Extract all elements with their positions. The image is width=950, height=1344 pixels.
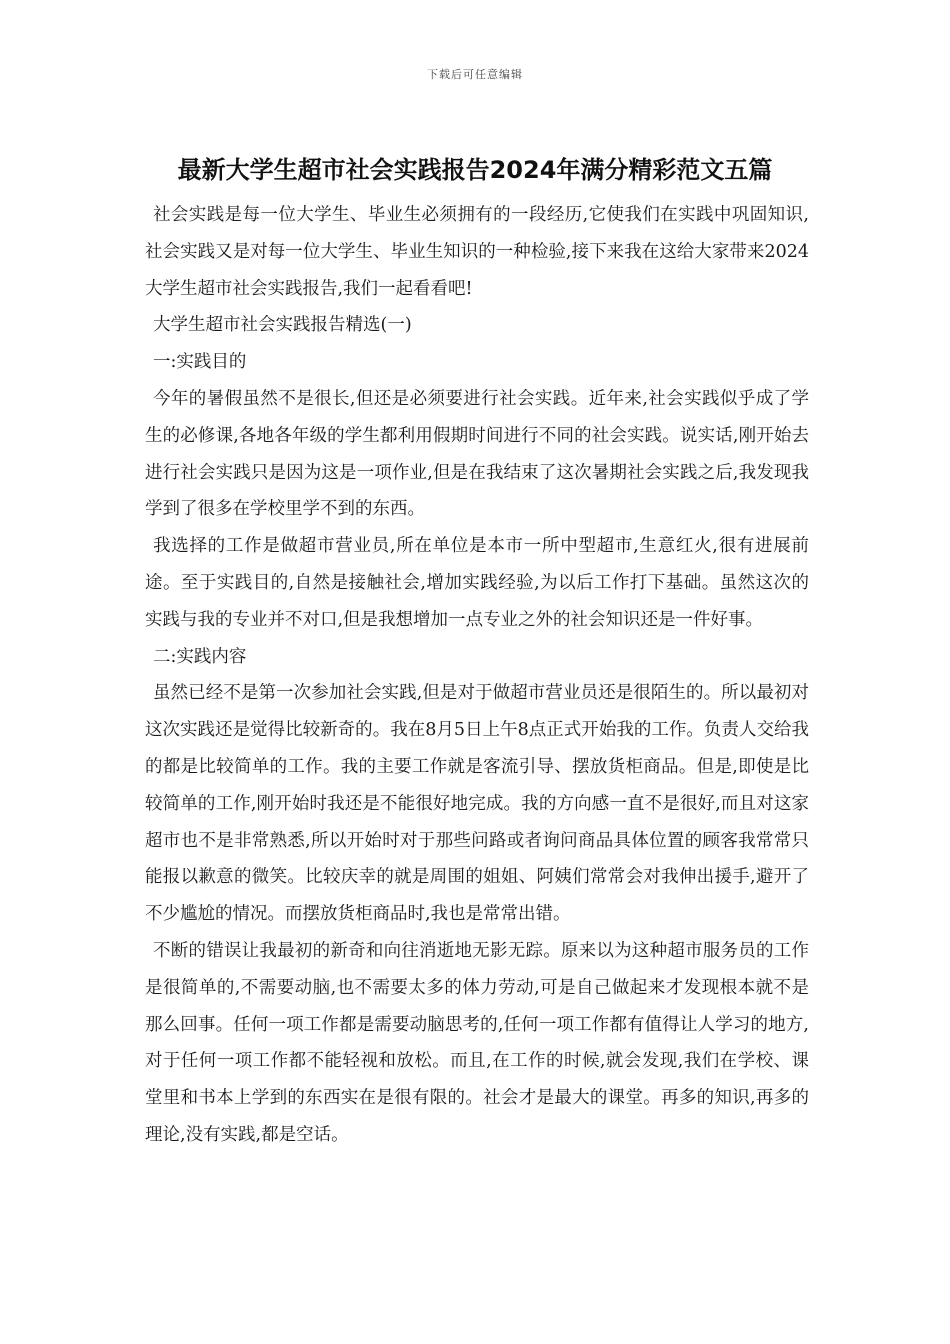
paragraph: 虽然已经不是第一次参加社会实践,但是对于做超市营业员还是很陌生的。所以最初对这次实践还是觉得比较新奇的。我在8月5日上午8点正式开始我的工作。负责人交给我的都是比较简单的工作。我的主要工作就是客流引导、摆放货柜商品。但是,即使是比较简单的工作,刚开始时我还是不能很好地完成。我的方向感一直不是很好,而且对这家超市也不是非常熟悉,所以开始时对于那些问路或者询问商品具体位置的顾客我常常只能报以歉意的微笑。比较庆幸的就是周围的姐姐、阿姨们常常会对我伸出援手,避开了不少尴尬的情况。而摆放货柜商品时,我也是常常出错。 <box>145 683 809 925</box>
document-body <box>145 197 809 1154</box>
intro-paragraph: 社会实践是每一位大学生、毕业生必须拥有的一段经历,它使我们在实践中巩固知识,社会实践又是对每一位大学生、毕业生知识的一种检验,接下来我在这给大家带来2024大学生超市社会实践报告,我们一起看看吧! <box>145 205 809 299</box>
subsection-heading-content: 二:实践内容 <box>153 646 247 667</box>
paragraph: 我选择的工作是做超市营业员,所在单位是本市一所中型超市,生意红火,很有进展前途。至于实践目的,自然是接触社会,增加实践经验,为以后工作打下基础。虽然这次的实践与我的专业并不对口,但是我想增加一点专业之外的社会知识还是一件好事。 <box>145 536 809 630</box>
paragraph: 今年的暑假虽然不是很长,但还是必须要进行社会实践。近年来,社会实践似乎成了学生的必修课,各地各年级的学生都利用假期时间进行不同的社会实践。说实话,刚开始去进行社会实践只是因为这是一项作业,但是在我结束了这次暑期社会实践之后,我发现我学到了很多在学校里学不到的东西。 <box>145 388 809 520</box>
document-title: 最新大学生超市社会实践报告2024年满分精彩范文五篇 <box>177 156 773 184</box>
paragraph: 不断的错误让我最初的新奇和向往消逝地无影无踪。原来以为这种超市服务员的工作是很简单的,不需要动脑,也不需要太多的体力劳动,可是自己做起来才发现根本就不是那么回事。任何一项工作都是需要动脑思考的,任何一项工作都有值得让人学习的地方,对于任何一项工作都不能轻视和放松。而且,在工作的时候,就会发现,我们在学校、课堂里和书本上学到的东西实在是很有限的。社会才是最大的课堂。再多的知识,再多的理论,没有实践,都是空话。 <box>145 940 809 1145</box>
subsection-heading-purpose: 一:实践目的 <box>153 352 247 373</box>
section-heading: 大学生超市社会实践报告精选(一) <box>153 315 412 336</box>
header-note: 下载后可任意编辑 <box>427 68 523 81</box>
